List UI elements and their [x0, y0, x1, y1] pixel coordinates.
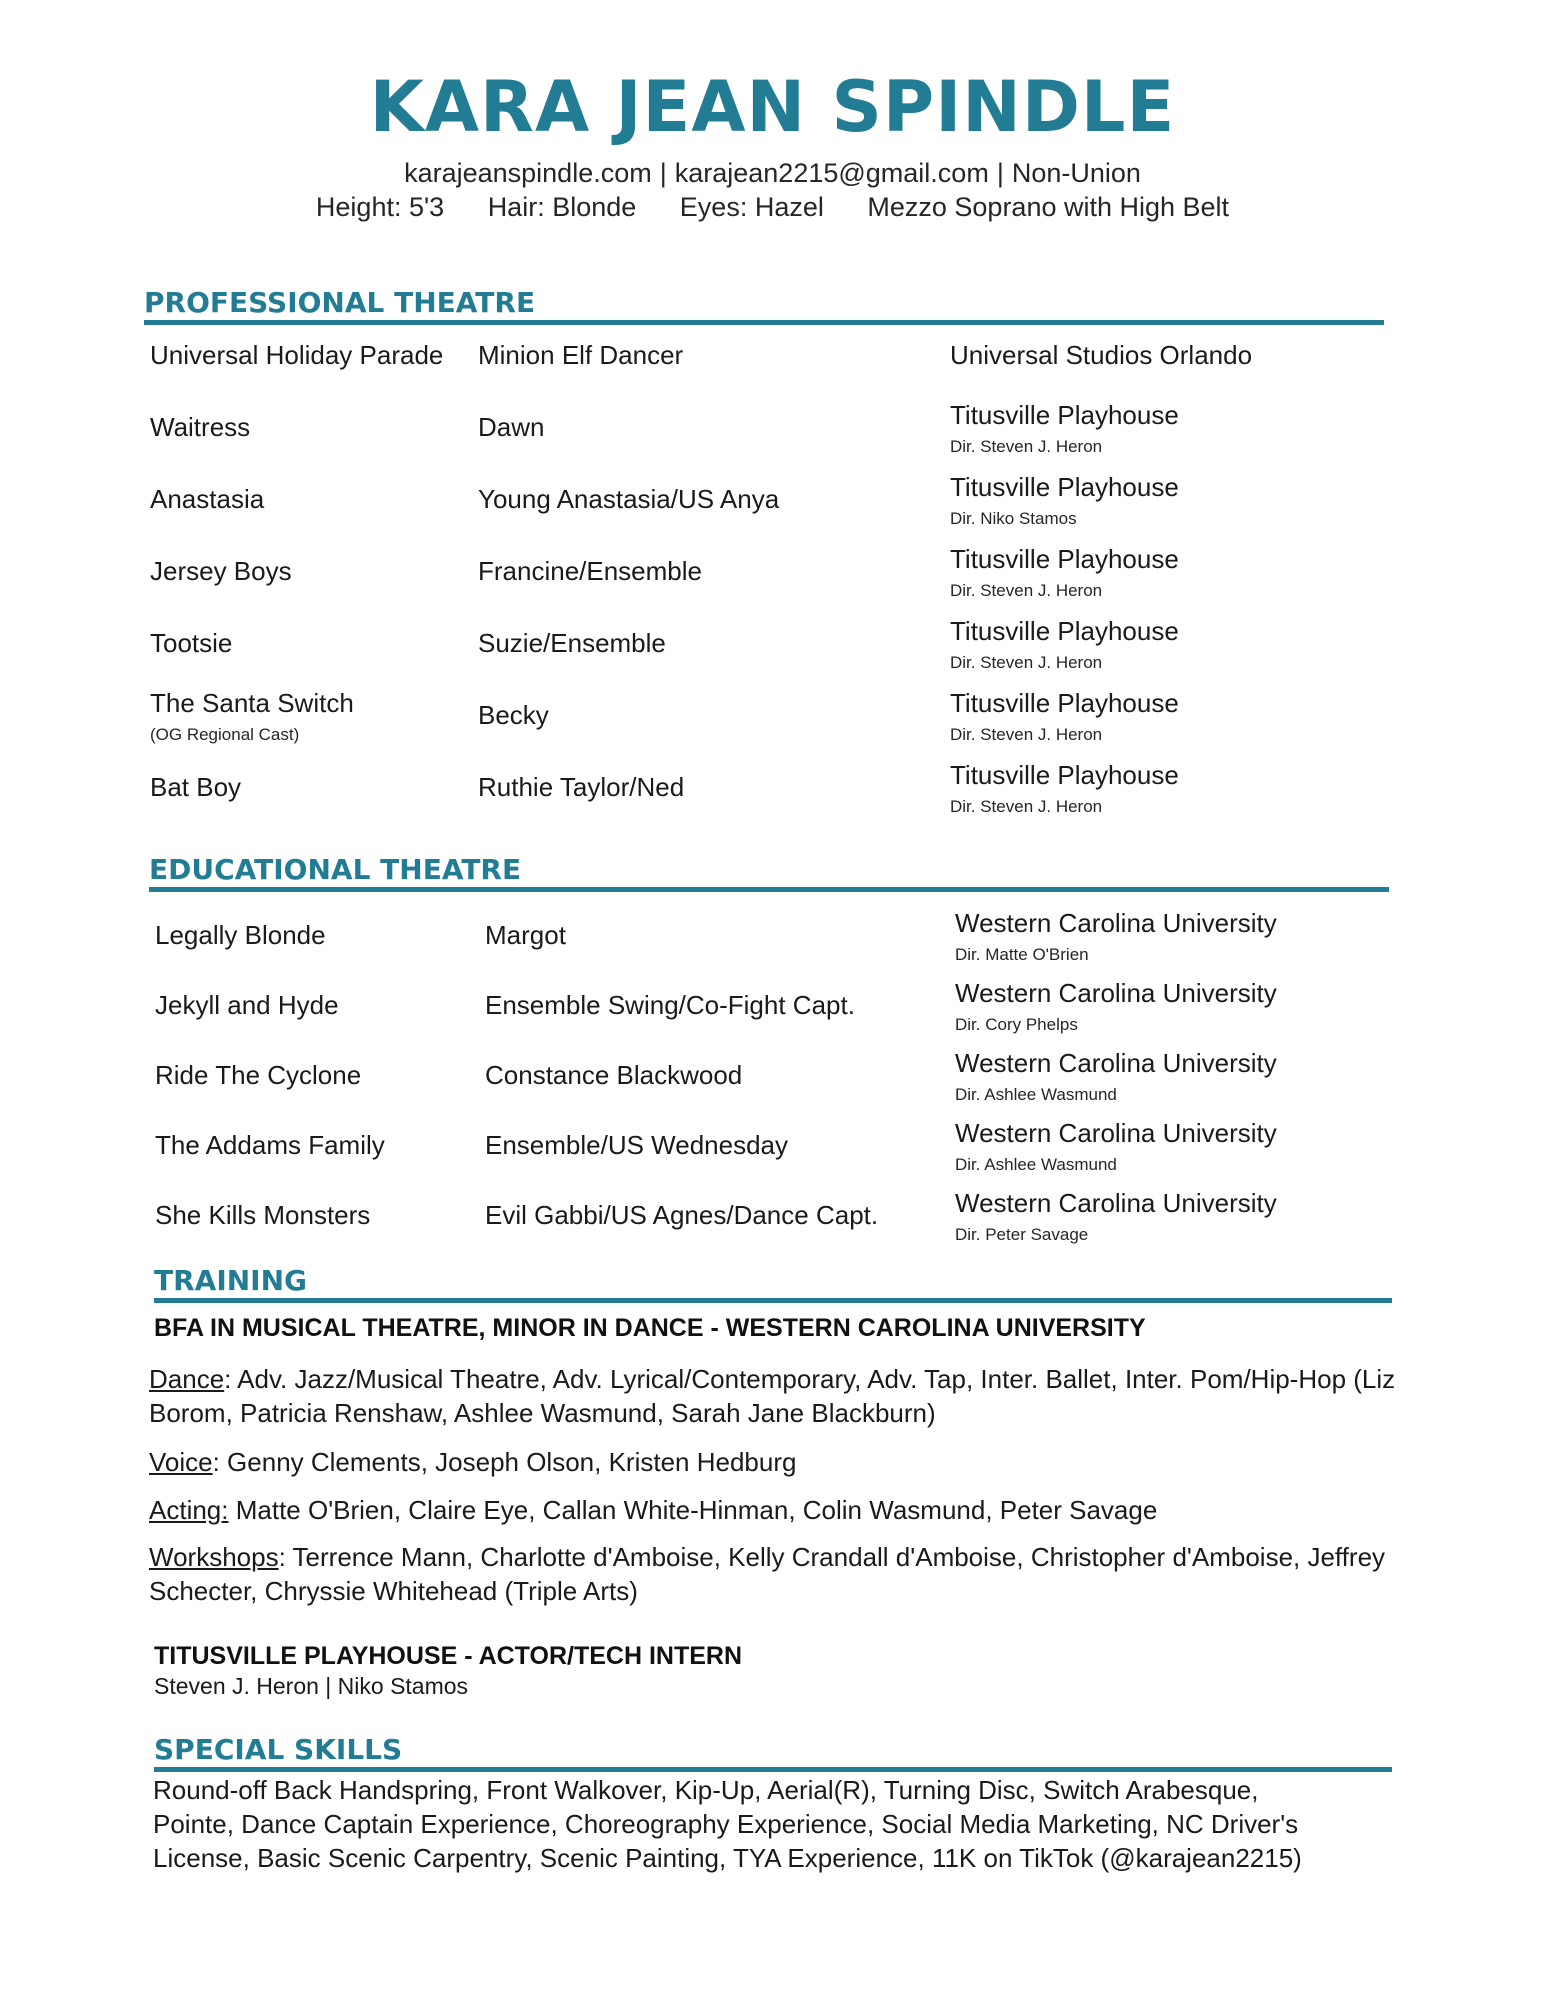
special-skills-heading: SPECIAL SKILLS — [154, 1733, 403, 1766]
venue-block — [950, 544, 1179, 601]
workshops-training — [149, 1540, 1429, 1608]
venue-name: Titusville Playhouse — [950, 544, 1179, 574]
director-name: Dir. Steven J. Heron — [950, 581, 1103, 600]
acting-training — [149, 1493, 1399, 1527]
dance-label: Dance — [149, 1364, 225, 1394]
director-name: Dir. Steven J. Heron — [950, 437, 1103, 456]
venue-block — [955, 1188, 1277, 1245]
show-title: The Addams Family — [155, 1130, 385, 1160]
credit-row — [150, 760, 1390, 820]
union-status: Non-Union — [1011, 158, 1141, 188]
role-name: Suzie/Ensemble — [478, 628, 666, 658]
venue-name: Titusville Playhouse — [950, 472, 1179, 502]
venue-block — [955, 978, 1277, 1035]
educational-theatre-heading: EDUCATIONAL THEATRE — [149, 853, 522, 886]
director-name: Dir. Cory Phelps — [955, 1015, 1078, 1034]
venue-block — [955, 1118, 1277, 1175]
show-title: Tootsie — [150, 628, 233, 658]
venue-name: Titusville Playhouse — [950, 688, 1179, 718]
show-title: Ride The Cyclone — [155, 1060, 362, 1090]
director-name: Dir. Matte O'Brien — [955, 945, 1089, 964]
credit-row — [150, 616, 1390, 676]
workshops-label: Workshops — [149, 1542, 279, 1572]
separator: | — [659, 158, 667, 188]
training-heading: TRAINING — [154, 1264, 308, 1297]
dance-training — [149, 1362, 1399, 1430]
dance-details: : Adv. Jazz/Musical Theatre, Adv. Lyrical/Contemporary, Adv. Tap, Inter. Ballet, Inter. Pom/Hip-Hop (Liz Borom, Patricia Renshaw, Ashlee Wasmund, Sarah Jane Blackburn) — [149, 1364, 1396, 1428]
show-title: Universal Holiday Parade — [150, 340, 444, 370]
credit-row — [155, 908, 1395, 968]
venue-block — [950, 688, 1179, 745]
show-title: Waitress — [150, 412, 251, 442]
credit-row — [150, 544, 1390, 604]
credit-row — [155, 978, 1395, 1038]
venue-name: Western Carolina University — [955, 908, 1277, 938]
venue-name: Western Carolina University — [955, 978, 1277, 1008]
venue-block — [955, 1048, 1277, 1105]
internship-title: TITUSVILLE PLAYHOUSE - ACTOR/TECH INTERN — [154, 1642, 743, 1670]
section-divider — [154, 1767, 1392, 1772]
credit-row — [155, 1118, 1395, 1178]
role-name: Francine/Ensemble — [478, 556, 702, 586]
eyes-stat: Eyes: Hazel — [679, 192, 824, 222]
credit-row — [150, 688, 1390, 748]
venue-name: Western Carolina University — [955, 1188, 1277, 1218]
voice-type: Mezzo Soprano with High Belt — [867, 192, 1230, 222]
venue-name: Titusville Playhouse — [950, 760, 1179, 790]
director-name: Dir. Ashlee Wasmund — [955, 1085, 1117, 1104]
acting-details: Matte O'Brien, Claire Eye, Callan White-Hinman, Colin Wasmund, Peter Savage — [228, 1495, 1158, 1525]
email-link[interactable]: karajean2215@gmail.com — [674, 158, 989, 188]
credit-row — [150, 400, 1390, 460]
role-name: Ensemble Swing/Co-Fight Capt. — [485, 990, 855, 1020]
internship-supervisors: Steven J. Heron | Niko Stamos — [154, 1673, 469, 1699]
venue-name: Western Carolina University — [955, 1048, 1277, 1078]
venue-block — [955, 908, 1277, 965]
actor-name: KARA JEAN SPINDLE — [369, 66, 1176, 148]
voice-details: : Genny Clements, Joseph Olson, Kristen Hedburg — [212, 1447, 797, 1477]
separator: | — [996, 158, 1004, 188]
role-name: Dawn — [478, 412, 545, 442]
workshops-details: : Terrence Mann, Charlotte d'Amboise, Kelly Crandall d'Amboise, Christopher d'Amboise, Jeffrey Schecter, Chryssie Whitehead (Triple Arts) — [149, 1542, 1386, 1606]
venue-name: Titusville Playhouse — [950, 400, 1179, 430]
role-name: Margot — [485, 920, 566, 950]
role-name: Constance Blackwood — [485, 1060, 743, 1090]
show-title: Bat Boy — [150, 772, 242, 802]
director-name: Dir. Niko Stamos — [950, 509, 1077, 528]
credit-row — [150, 472, 1390, 532]
section-divider — [154, 1298, 1392, 1303]
voice-label: Voice — [149, 1447, 213, 1477]
credit-row — [155, 1048, 1395, 1108]
venue-block — [950, 472, 1179, 529]
show-title: She Kills Monsters — [155, 1200, 371, 1230]
section-divider — [144, 320, 1384, 325]
credit-row — [150, 340, 1390, 400]
show-title: Jersey Boys — [150, 556, 292, 586]
degree-title: BFA IN MUSICAL THEATRE, MINOR IN DANCE - WESTERN CAROLINA UNIVERSITY — [154, 1314, 1146, 1342]
director-name: Dir. Ashlee Wasmund — [955, 1155, 1117, 1174]
voice-training — [149, 1445, 1399, 1479]
show-title: Anastasia — [150, 484, 265, 514]
hair-stat: Hair: Blonde — [487, 192, 637, 222]
special-skills-list: Round-off Back Handspring, Front Walkover, Kip-Up, Aerial(R), Turning Disc, Switch Arabesque, Pointe, Dance Captain Experience, Choreography Experience, Social Media Marketing, NC Driver's License, Basic Scenic Carpentry, Scenic Painting, TYA Experience, 11K on TikTok (@karajean2215) — [153, 1775, 1302, 1873]
show-title: Legally Blonde — [155, 920, 326, 950]
height-stat: Height: 5'3 — [315, 192, 445, 222]
cast-note: (OG Regional Cast) — [150, 725, 300, 744]
director-name: Dir. Steven J. Heron — [950, 653, 1103, 672]
venue-block — [950, 400, 1179, 457]
venue-block — [950, 340, 1252, 371]
venue-block — [950, 760, 1179, 817]
credit-row — [155, 1188, 1395, 1248]
director-name: Dir. Steven J. Heron — [950, 725, 1103, 744]
venue-name: Titusville Playhouse — [950, 616, 1179, 646]
role-name: Evil Gabbi/US Agnes/Dance Capt. — [485, 1200, 879, 1230]
acting-label: Acting: — [149, 1495, 229, 1525]
professional-theatre-heading: PROFESSIONAL THEATRE — [144, 286, 536, 319]
contact-line — [0, 158, 1545, 189]
role-name: Minion Elf Dancer — [478, 340, 684, 370]
venue-name: Western Carolina University — [955, 1118, 1277, 1148]
show-title: Jekyll and Hyde — [155, 990, 339, 1020]
show-title: The Santa Switch — [150, 688, 354, 718]
role-name: Ensemble/US Wednesday — [485, 1130, 789, 1160]
venue-name: Universal Studios Orlando — [950, 340, 1253, 370]
director-name: Dir. Peter Savage — [955, 1225, 1089, 1244]
role-name: Young Anastasia/US Anya — [478, 484, 780, 514]
role-name: Ruthie Taylor/Ned — [478, 772, 685, 802]
website-link[interactable]: karajeanspindle.com — [404, 158, 652, 188]
venue-block — [950, 616, 1179, 673]
show-block — [150, 688, 354, 745]
section-divider — [149, 887, 1389, 892]
director-name: Dir. Steven J. Heron — [950, 797, 1103, 816]
role-name: Becky — [478, 700, 549, 730]
physical-stats — [0, 192, 1545, 223]
